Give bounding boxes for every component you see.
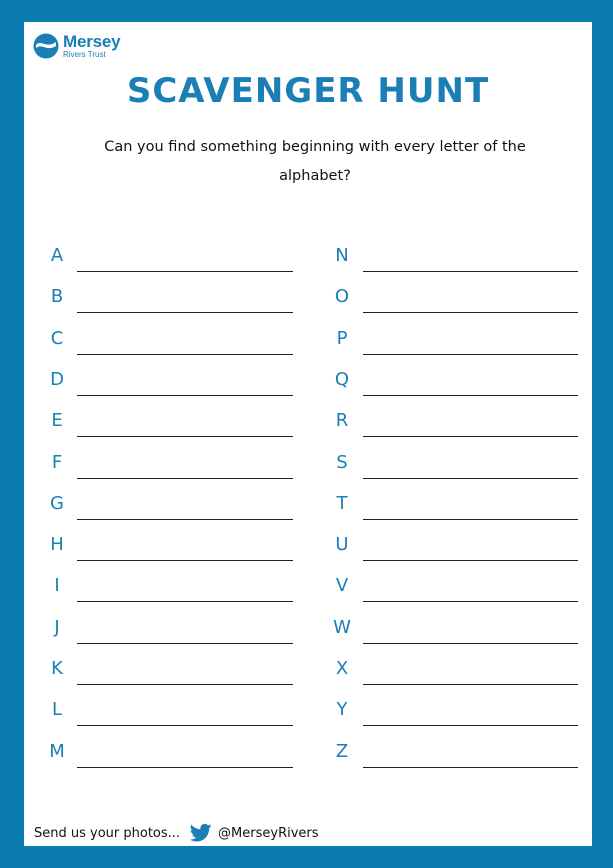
mersey-rivers-trust-logo: [33, 33, 120, 59]
answer-line-a[interactable]: [77, 271, 293, 272]
letter-t: T: [336, 492, 348, 514]
answer-line-c[interactable]: [77, 354, 293, 355]
letter-x: X: [335, 658, 349, 679]
letter-r: R: [335, 410, 349, 432]
page-title: SCAVENGER HUNT: [126, 71, 490, 111]
answer-line-e[interactable]: [77, 436, 293, 437]
send-photos-text: Send us your photos...: [34, 825, 181, 841]
letter-u: U: [335, 534, 349, 556]
letter-v: V: [335, 575, 349, 597]
letter-k: K: [51, 658, 63, 679]
letter-j: J: [54, 616, 60, 638]
letter-g: G: [50, 492, 64, 514]
letter-c: C: [50, 327, 64, 349]
answer-line-b[interactable]: [77, 312, 293, 313]
letter-f: F: [51, 451, 63, 473]
answer-line-w[interactable]: [363, 643, 578, 644]
intro-text: Can you find something beginning with every letter of the alphabet?: [104, 139, 526, 184]
letter-p: P: [336, 327, 348, 349]
answer-line-m[interactable]: [77, 767, 293, 768]
answer-line-q[interactable]: [363, 395, 578, 396]
twitter-icon: [190, 823, 212, 843]
answer-line-t[interactable]: [363, 519, 578, 520]
logo-name: Mersey: [63, 32, 121, 51]
answer-line-o[interactable]: [363, 312, 578, 313]
answer-line-v[interactable]: [363, 601, 578, 602]
twitter-handle: @MerseyRivers: [218, 825, 319, 841]
answer-line-y[interactable]: [363, 725, 578, 726]
letter-z: Z: [335, 740, 349, 762]
answer-line-i[interactable]: [77, 601, 293, 602]
letter-q: Q: [334, 368, 350, 390]
answer-line-p[interactable]: [363, 354, 578, 355]
letter-a: A: [50, 245, 64, 266]
letter-b: B: [50, 286, 64, 308]
letter-o: O: [334, 286, 350, 308]
answer-line-k[interactable]: [77, 684, 293, 685]
answer-line-z[interactable]: [363, 767, 578, 768]
answer-line-j[interactable]: [77, 643, 293, 644]
answer-line-s[interactable]: [363, 478, 578, 479]
answer-line-h[interactable]: [77, 560, 293, 561]
answer-line-l[interactable]: [77, 725, 293, 726]
letter-n: N: [335, 245, 349, 266]
logo-subtitle: Rivers Trust: [63, 50, 106, 59]
letter-d: D: [50, 368, 64, 390]
answer-line-u[interactable]: [363, 560, 578, 561]
answer-line-x[interactable]: [363, 684, 578, 685]
letter-l: L: [51, 699, 63, 721]
letter-y: Y: [336, 699, 348, 721]
answer-line-g[interactable]: [77, 519, 293, 520]
letter-m: M: [49, 740, 65, 762]
footer: [34, 823, 319, 843]
answer-line-d[interactable]: [77, 395, 293, 396]
answer-line-r[interactable]: [363, 436, 578, 437]
answer-line-f[interactable]: [77, 478, 293, 479]
letter-h: H: [50, 534, 64, 556]
letter-e: E: [51, 410, 63, 432]
letter-w: W: [333, 616, 351, 638]
worksheet: [24, 22, 592, 846]
mersey-wave-logo-icon: [33, 33, 59, 59]
letter-s: S: [336, 451, 348, 473]
answer-line-n[interactable]: [363, 271, 578, 272]
letter-i: I: [54, 575, 60, 597]
